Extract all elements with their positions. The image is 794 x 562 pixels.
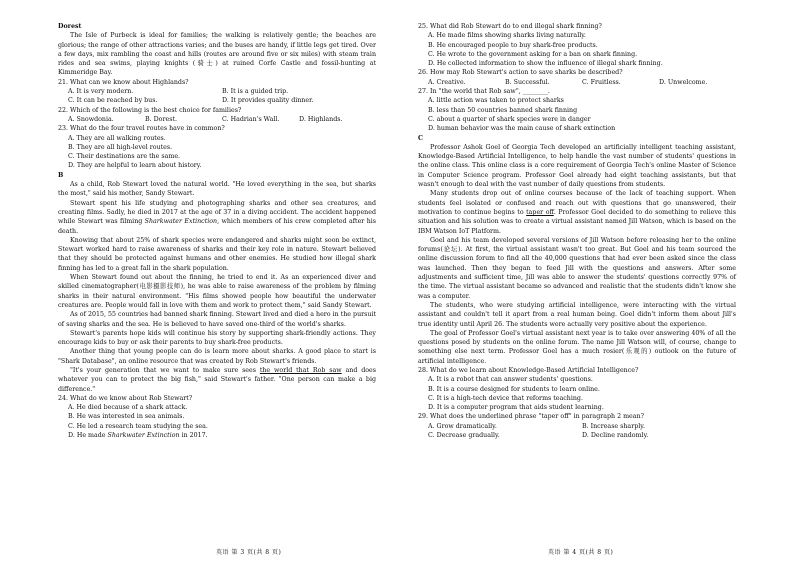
- option[interactable]: D. He made Sharkwater Extinction in 2017.: [68, 432, 208, 440]
- option[interactable]: A. little action was taken to protect sharks: [428, 97, 564, 105]
- option[interactable]: B. It is a course designed for students to learn online.: [428, 385, 600, 393]
- paragraph: Goel and his team developed several versions of Jill Watson before releasing her to the online forums(论坛). At first, the virtual assistant wasn't too great. But Goel and his team sourced the online discussion forum to find all the 40,000 questions that had ever been asked since the class was launched. Then they began to feed Jill with the questions and answers. After some adjustments and sufficient time, Jill was able to answer the students' questions correctly 97% of the time. The virtual assistant became so advanced and realistic that the students didn't know she was a computer.: [418, 236, 736, 300]
- underlined-phrase: the world that Rob saw: [259, 366, 342, 374]
- question-22: 22. Which of the following is the best choice for families?: [58, 106, 242, 114]
- question-29: 29. What does the underlined phrase "taper off" in paragraph 2 mean?: [418, 413, 644, 421]
- option[interactable]: D. They are helpful to learn about history.: [68, 162, 202, 170]
- question-26: 26. How may Rob Stewart's action to save sharks be described?: [418, 69, 623, 77]
- option[interactable]: A. It is very modern.: [68, 88, 134, 96]
- paragraph: The students, who were studying artificial intelligence, were interacting with the virtual assistant and couldn't tell it apart from a real human being. Goel didn't inform them about Jill's true identity until April 26. The students were actually very positive about the experience.: [418, 301, 736, 328]
- paragraph: The goal of Professor Goel's virtual assistant next year is to take over answering 40% of all the questions posed by students on the online forum. The name Jill Watson will, of course, change to something else next term. Professor Goel has a much rosier(乐观的) outlook on the future of artificial intelligence.: [418, 329, 736, 365]
- page-footer-left: 英语 第 3 页(共 8 页): [216, 549, 282, 556]
- option[interactable]: A. Creative.: [428, 78, 466, 86]
- left-column: [58, 22, 376, 440]
- paragraph: Stewart spent his life studying and photographing sharks and other sea creatures, and creating films. Sadly, he died in 2017 at the age of 37 in a diving accident. The accident happened while Stewart was filming Sharkwater Extinction, which members of his crew completed after his death.: [58, 199, 376, 235]
- options-21: [58, 87, 376, 96]
- paragraph: Many students drop out of online courses because of the lack of teaching support. When students feel isolated or confused and reach out with questions that go unanswered, their motivation to continue begins to taper off. Professor Goel decided to do something to relieve this situation and his solution was to create a virtual assistant named Jill Watson, which is based on the IBM Watson IoT Platform.: [418, 190, 736, 235]
- options-22: [58, 115, 376, 124]
- options-29: [418, 431, 736, 440]
- option[interactable]: A. He died because of a shark attack.: [68, 404, 188, 412]
- paragraph: Knowing that about 25% of shark species were endangered and sharks might soon be extinct, Stewart worked hard to raise awareness of sharks and their key role in nature. Stewart believed that they should be protected against humans and other enemies. He studied how illegal shark finning has led to a great fall in the shark population.: [58, 236, 376, 272]
- paragraph: Another thing that young people can do is learn more about sharks. A good place to start is "Shark Database", an online resource that was created by Rob Stewart's friends.: [58, 348, 376, 365]
- option[interactable]: C. Decrease gradually.: [428, 432, 500, 440]
- option[interactable]: C. Fruitless.: [582, 78, 621, 86]
- question-24: 24. What do we know about Rob Stewart?: [58, 394, 193, 402]
- section-letter: B: [58, 171, 64, 179]
- option[interactable]: B. Dorest.: [145, 115, 177, 123]
- question-21: 21. What can we know about Highlands?: [58, 78, 189, 86]
- option[interactable]: B. He was interested in sea animals.: [68, 413, 185, 421]
- options-26: [418, 78, 736, 87]
- option[interactable]: B. They are all high-level routes.: [68, 143, 173, 151]
- options-21: [58, 96, 376, 105]
- option[interactable]: B. Successful.: [505, 78, 550, 86]
- option[interactable]: D. He collected information to show the influence of illegal shark finning.: [428, 60, 663, 68]
- option[interactable]: C. Their destinations are the same.: [68, 153, 181, 161]
- question-27: 27. In "the world that Rob saw", ________.: [418, 88, 550, 96]
- option[interactable]: A. Grow dramatically.: [428, 422, 497, 430]
- section-heading: Dorest: [58, 23, 82, 30]
- option[interactable]: D. Unwelcome.: [659, 78, 708, 86]
- option[interactable]: A. He made films showing sharks living naturally.: [428, 32, 586, 40]
- section-letter: C: [418, 134, 424, 142]
- option[interactable]: A. It is a robot that can answer students' questions.: [428, 376, 593, 384]
- option[interactable]: C. It is a high-tech device that reforms teaching.: [428, 394, 583, 402]
- page-footer-right: 英语 第 4 页(共 8 页): [548, 549, 614, 556]
- option[interactable]: C. He wrote to the government asking for a ban on shark finning.: [428, 50, 638, 58]
- option[interactable]: C. Hadrian's Wall.: [222, 115, 280, 123]
- paragraph: When Stewart found out about the finning, he tried to end it. As an experienced diver and skilled cinematographer(电影摄影技师), he was able to raise awareness of the problem by filming sharks in their natural environment. "His films showed people how beautiful the underwater creatures are. People would fall in love with them and work to protect them," said Sandy Stewart.: [58, 274, 376, 309]
- option[interactable]: B. Increase sharply.: [582, 422, 645, 430]
- question-25: 25. What did Rob Stewart do to end illegal shark finning?: [418, 23, 602, 30]
- option[interactable]: B. It is a guided trip.: [222, 88, 289, 96]
- option[interactable]: D. It provides quality dinner.: [222, 97, 314, 105]
- underlined-phrase: taper off: [526, 208, 554, 216]
- option[interactable]: C. It can be reached by bus.: [68, 97, 158, 105]
- option[interactable]: B. less than 50 countries banned shark finning: [428, 106, 578, 114]
- option[interactable]: C. He led a research team studying the sea.: [68, 422, 208, 430]
- option[interactable]: A. Snowdonia.: [68, 115, 114, 123]
- paragraph: Stewart's parents hope kids will continue his story by supporting shark-friendly actions. They encourage kids to buy or ask their parents to buy shark-free products.: [58, 329, 376, 347]
- paragraph: Professor Ashok Goel of Georgia Tech developed an artificially intelligent teaching assistant, Knowledge-Based Artificial Intelligence, to help handle the vast number of students' questions in the online class. This online class is a core requirement of Georgia Tech's online Master of Science in Computer Science program. Professor Goel already had eight teaching assistants, but that wasn't enough to deal with the vast number of daily questions from students.: [418, 143, 736, 189]
- paragraph: As of 2015, 55 countries had banned shark finning. Stewart lived and died a hero in the pursuit of saving sharks and the sea. He is believed to have saved one-third of the world's sharks.: [58, 311, 376, 328]
- question-28: 28. What do we learn about Knowledge-Based Artificial Intelligence?: [418, 366, 639, 374]
- option[interactable]: D. Decline randomly.: [582, 432, 649, 440]
- option[interactable]: D. It is a computer program that aids student learning.: [428, 404, 604, 412]
- film-title: Sharkwater Extinction: [144, 218, 218, 226]
- option[interactable]: A. They are all walking routes.: [68, 134, 166, 142]
- question-23: 23. What do the four travel routes have in common?: [58, 125, 225, 133]
- option[interactable]: D. human behavior was the main cause of shark extinction: [428, 125, 616, 133]
- options-29: [418, 422, 736, 431]
- paragraph: "It's your generation that we want to make sure sees the world that Rob saw and does whatever you can to protect the big fish," said Stewart's father. "One person can make a big difference.": [58, 366, 376, 393]
- paragraph: The Isle of Purbeck is ideal for families; the walking is relatively gentle; the beaches are glorious; the range of other attractions varies; and the buses are handy, if little legs get tired. Over a few days, mix rambling the coast and hills (routes are around five or six miles) with steam train rides and sea swims, playing knights (骑士) at ruined Corfe Castle and fossil-hunting at Kimmeridge Bay.: [58, 32, 376, 77]
- option[interactable]: C. about a quarter of shark species were in danger: [428, 115, 591, 123]
- option[interactable]: D. Highlands.: [299, 115, 343, 123]
- paragraph: As a child, Rob Stewart loved the natural world. "He loved everything in the sea, but sharks the most," said his mother, Sandy Stewart.: [58, 181, 376, 198]
- option[interactable]: B. He encouraged people to buy shark-free products.: [428, 41, 598, 49]
- right-column: [418, 22, 736, 440]
